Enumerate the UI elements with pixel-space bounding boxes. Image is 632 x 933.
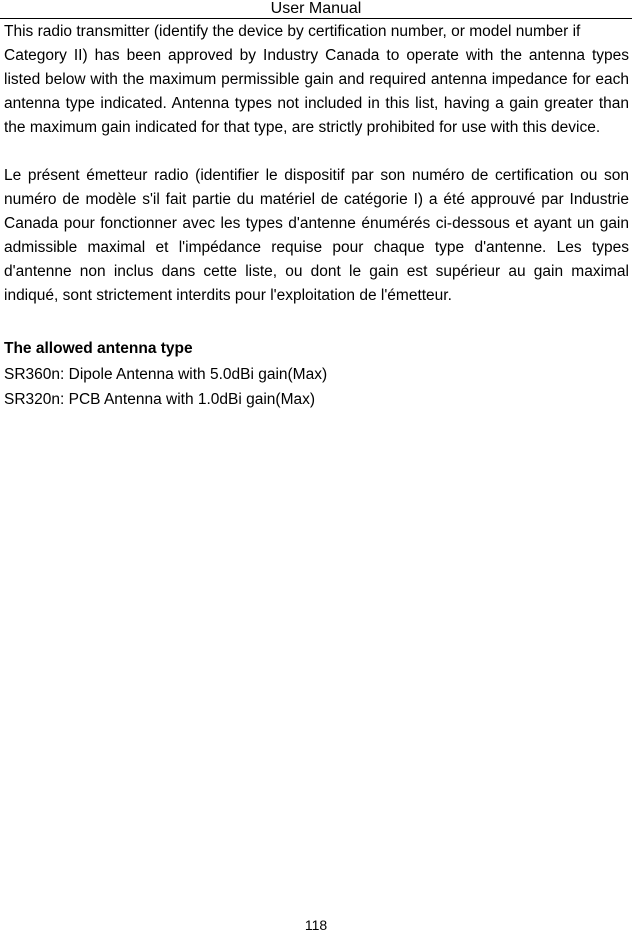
antenna-list-item: SR320n: PCB Antenna with 1.0dBi gain(Max) [4,391,316,408]
page-header-title: User Manual [270,0,362,17]
header-divider [0,18,632,19]
paragraph-english-line-1: This radio transmitter (identify the device by certification number, or model number if [4,23,581,40]
paragraph-english: Category II) has been approved by Industry Canada to operate with the antenna types listed below with the maximum permissible gain and required antenna impedance for each antenna type indicated. Antenna types not included in this list, having a gain greater than the maximum gain indicated for that type, are strictly prohibited for use with this device. [4,47,629,136]
page-number: 118 [304,917,328,933]
paragraph-spacer [4,140,629,164]
paragraph-french: Le présent émetteur radio (identifier le dispositif par son numéro de certification ou son numéro de modèle s'il fait partie du matériel de catégorie I) a été approuvé par Industrie Canada pour fonctionner avec les types d'antenne énumérés ci-dessous et ayant un gain admissible maximal et l'impédance requise pour chaque type d'antenne. Les types d'antenne non inclus dans cette liste, ou dont le gain est supérieur au gain maximal indiqué, sont strictement interdits pour l'exploitation de l'émetteur. [4,167,629,304]
antenna-section-heading: The allowed antenna type [4,340,193,357]
page-content [4,20,629,412]
antenna-list-item: SR360n: Dipole Antenna with 5.0dBi gain(Max) [4,366,328,383]
section-spacer [4,308,629,336]
